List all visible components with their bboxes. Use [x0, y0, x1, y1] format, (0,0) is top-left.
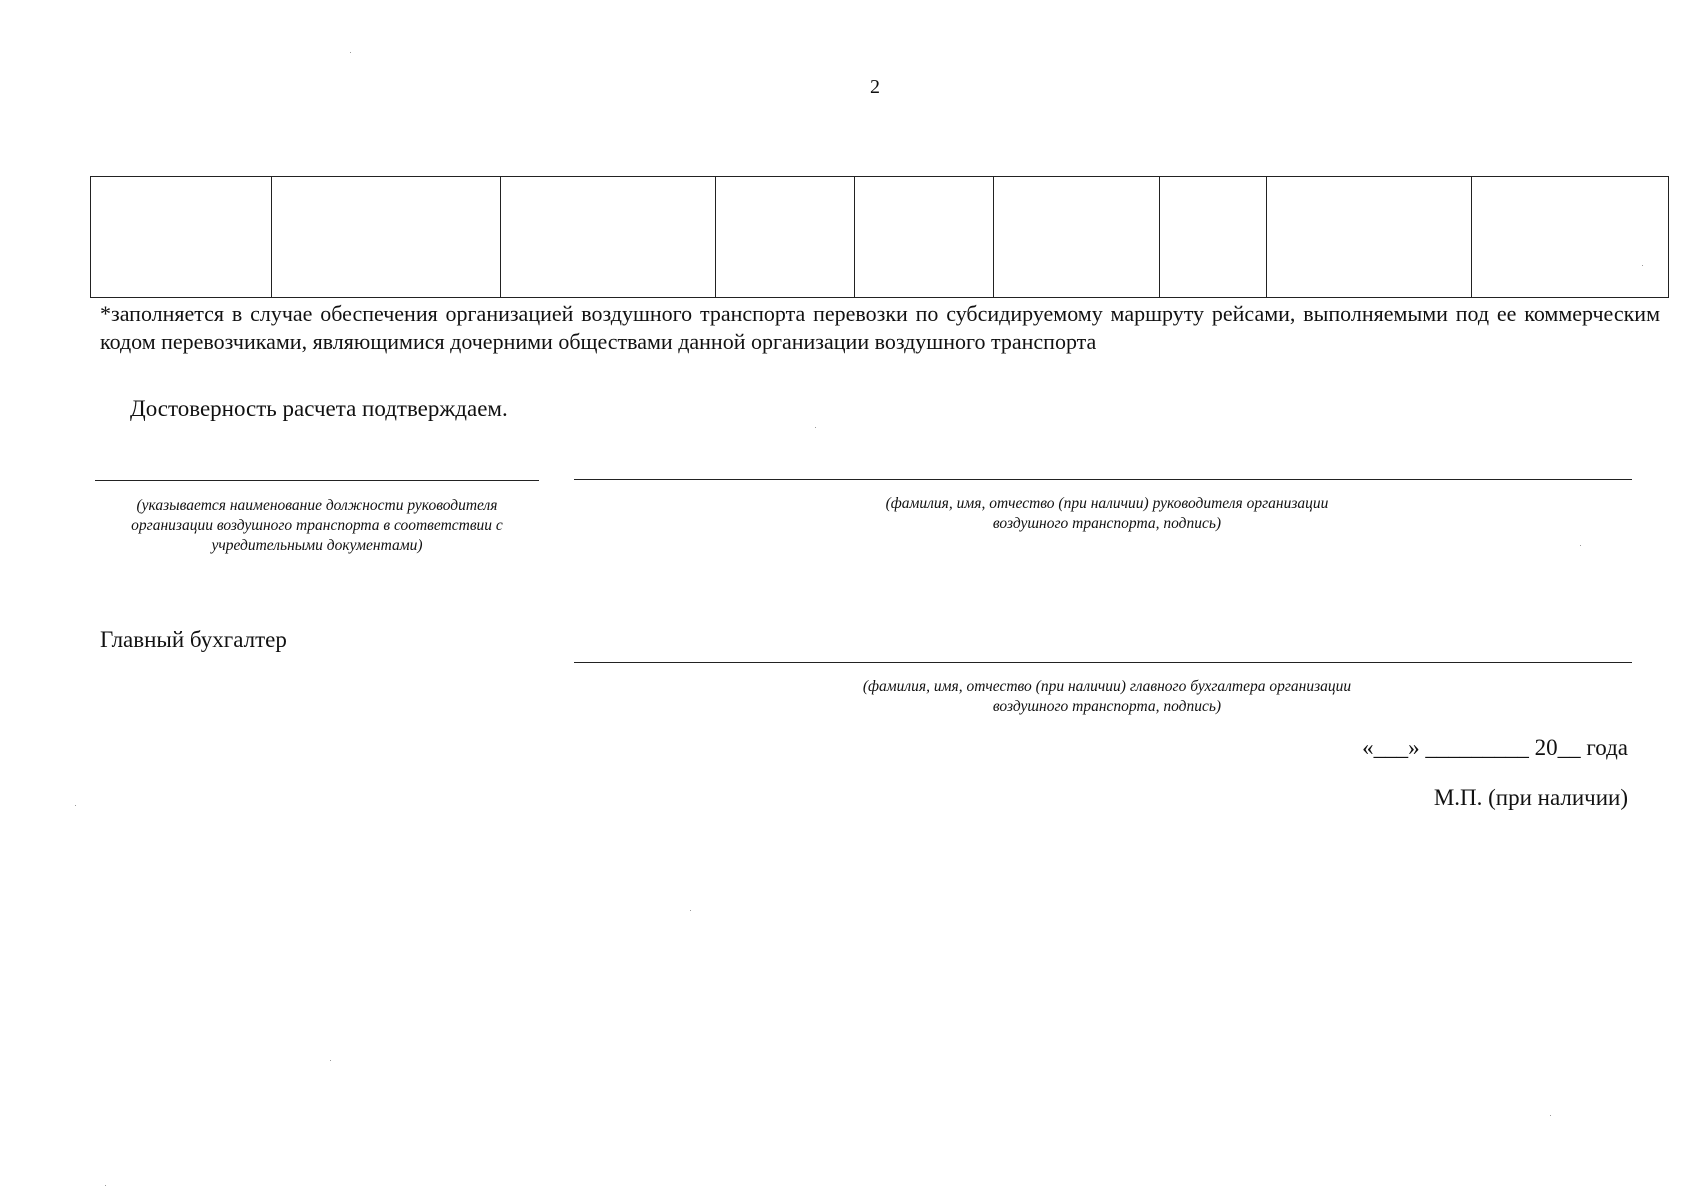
table-cell[interactable]	[716, 177, 855, 298]
scan-speck	[690, 910, 691, 911]
table-cell[interactable]	[855, 177, 994, 298]
scan-speck	[105, 1185, 106, 1186]
scan-speck	[350, 52, 351, 53]
scan-speck	[1580, 545, 1581, 546]
scan-speck	[330, 1060, 331, 1061]
page-number: 2	[870, 76, 880, 98]
chief-accountant-caption: (фамилия, имя, отчество (при наличии) главного бухгалтера организации воздушного транспорта, подпись)	[862, 678, 1352, 715]
footnote: *заполняется в случае обеспечения организацией воздушного транспорта перевозки по субсидируемому маршруту рейсами, выполняемыми под ее коммерческим кодом перевозчиками, являющимися дочерними обществами данной организации воздушного транспорта	[100, 301, 1660, 354]
scan-speck	[75, 805, 76, 806]
table-cell[interactable]	[1160, 177, 1267, 298]
director-position-line[interactable]	[95, 480, 539, 481]
chief-accountant-signature-line[interactable]	[574, 662, 1632, 663]
table-cell[interactable]	[272, 177, 501, 298]
table-cell[interactable]	[1267, 177, 1472, 298]
seal-placeholder: М.П. (при наличии)	[1433, 785, 1628, 810]
director-signature-caption: (фамилия, имя, отчество (при наличии) руководителя организации воздушного транспорта, подпись)	[885, 495, 1329, 532]
scan-speck	[1550, 1115, 1551, 1116]
scan-speck	[815, 427, 816, 428]
data-table	[90, 176, 1669, 298]
table-row	[91, 177, 1669, 298]
director-signature-line[interactable]	[574, 479, 1632, 480]
confirmation-statement: Достоверность расчета подтверждаем.	[130, 396, 508, 421]
table-cell[interactable]	[1472, 177, 1669, 298]
scan-speck	[1642, 265, 1643, 266]
chief-accountant-label: Главный бухгалтер	[100, 627, 287, 652]
table-cell[interactable]	[91, 177, 272, 298]
signature-date[interactable]: «___» _________ 20__ года	[1362, 735, 1628, 760]
director-position-caption: (указывается наименование должности руководителя организации воздушного транспорта в соответствии с учредительными документами)	[131, 497, 503, 554]
table-cell[interactable]	[501, 177, 716, 298]
table-cell[interactable]	[994, 177, 1160, 298]
